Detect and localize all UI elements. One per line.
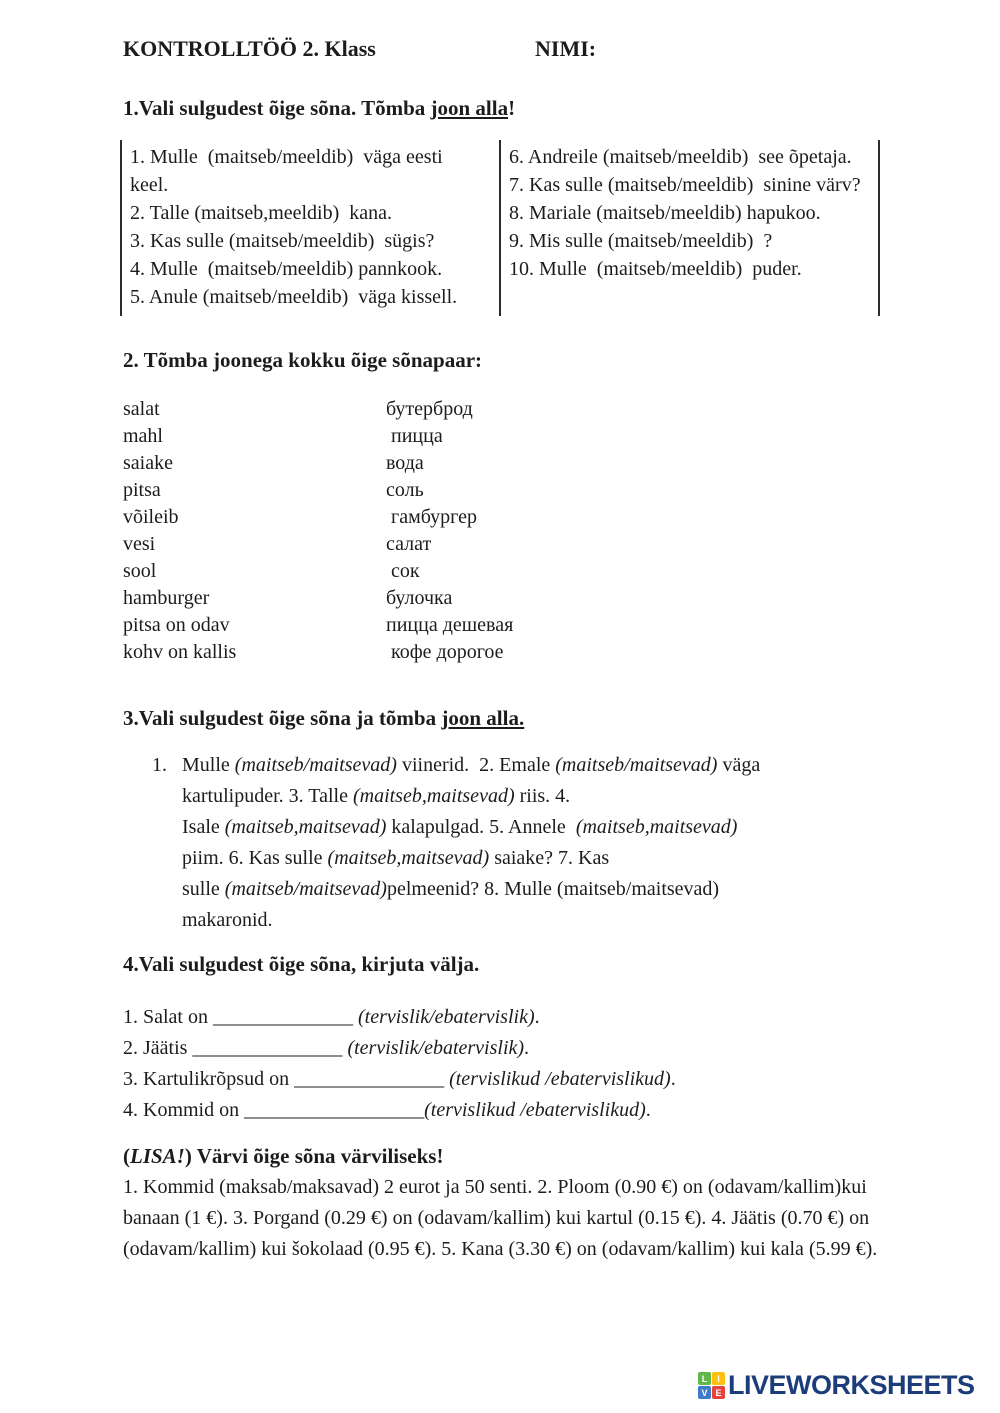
- match-pair-row: [123, 585, 940, 612]
- match-pair-left: võileib: [123, 506, 179, 528]
- exercise1-table: [120, 140, 880, 316]
- section4-heading: 4.Vali sulgudest õige sõna, kirjuta välja.: [123, 952, 480, 976]
- section3-text: [182, 750, 922, 936]
- match-pair-right: пицца дешевая: [386, 614, 514, 636]
- match-pair-right: вода: [386, 452, 424, 474]
- exercise1-left-cell: [121, 140, 500, 316]
- match-pair-left: hamburger: [123, 587, 210, 609]
- match-pair-right: булочка: [386, 587, 453, 609]
- fill-in-line: 3. Kartulikrõpsud on _______________ (tervislikud /ebatervislikud).: [123, 1068, 676, 1090]
- text-line: Mulle (maitseb/maitsevad) viinerid. 2. Emale (maitseb/maitsevad) väga: [182, 754, 761, 776]
- match-pair-left: saiake: [123, 452, 173, 474]
- match-pairs-list: [123, 396, 940, 666]
- match-pair-row: [123, 639, 940, 666]
- match-pair-row: [123, 477, 940, 504]
- exercise-item: 8. Mariale (maitseb/meeldib) hapukoo.: [509, 202, 821, 224]
- exercise1-right-cell: [500, 140, 879, 316]
- exercise-item: 7. Kas sulle (maitseb/meeldib) sinine värv?: [509, 174, 861, 196]
- match-pair-left: pitsa: [123, 479, 161, 501]
- match-pair-right: сок: [386, 560, 420, 582]
- exercise-item: 3. Kas sulle (maitseb/meeldib) sügis?: [130, 230, 435, 252]
- exercise-item: 5. Anule (maitseb/meeldib) väga kissell.: [130, 286, 458, 308]
- match-pair-right: бутерброд: [386, 398, 473, 420]
- list-marker: 1.: [152, 754, 167, 776]
- match-pair-left: pitsa on odav: [123, 614, 230, 636]
- match-pair-left: vesi: [123, 533, 156, 555]
- exercise-item: 10. Mulle (maitseb/meeldib) puder.: [509, 258, 802, 280]
- lisa-body-text: 1. Kommid (maksab/maksavad) 2 eurot ja 50 senti. 2. Ploom (0.90 €) on (odavam/kallim)kui banaan (1 €). 3. Porgand (0.29 €) on (odavam/kallim) kui kartul (0.15 €). 4. Jäätis (0.70 €) on (odavam/kallim) kui šokolaad (0.95 €). 5. Kana (3.30 €) on (odavam/kallim) kui kala (5.99 €).: [123, 1176, 878, 1260]
- text-line: makaronid.: [182, 909, 273, 931]
- match-pair-left: kohv on kallis: [123, 641, 237, 663]
- match-pair-row: [123, 423, 940, 450]
- logo-square: V: [698, 1386, 711, 1399]
- logo-squares-grid: [698, 1372, 725, 1399]
- fill-in-line: 4. Kommid on __________________(tervislikud /ebatervislikud).: [123, 1099, 651, 1121]
- header-row: [123, 36, 940, 66]
- text-line: sulle (maitseb/maitsevad)pelmeenid? 8. Mulle (maitseb/maitsevad): [182, 878, 720, 900]
- section2-heading: 2. Tõmba joonega kokku õige sõnapaar:: [123, 348, 483, 372]
- exercise-item: 2. Talle (maitseb,meeldib) kana.: [130, 202, 393, 224]
- page-title: KONTROLLTÖÖ 2. Klass: [123, 36, 376, 61]
- logo-square: I: [712, 1372, 725, 1385]
- fill-in-line: 1. Salat on ______________ (tervislik/ebatervislik).: [123, 1006, 540, 1028]
- match-pair-right: соль: [386, 479, 424, 501]
- logo-text: LIVEWORKSHEETS: [728, 1370, 975, 1400]
- match-pair-right: гамбургер: [386, 506, 477, 528]
- exercise-item: 9. Mis sulle (maitseb/meeldib) ?: [509, 230, 773, 252]
- match-pair-right: кофе дорогое: [386, 641, 504, 663]
- match-pair-right: пицца: [386, 425, 443, 447]
- exercise-item: 4. Mulle (maitseb/meeldib) pannkook.: [130, 258, 443, 280]
- lisa-heading: (LISA!) Värvi õige sõna värviliseks!: [123, 1144, 444, 1168]
- match-pair-right: салат: [386, 533, 432, 555]
- section1-heading: 1.Vali sulgudest õige sõna. Tõmba joon alla!: [123, 96, 516, 120]
- text-line: kartulipuder. 3. Talle (maitseb,maitsevad) riis. 4.: [182, 785, 571, 807]
- text-line: Isale (maitseb,maitsevad) kalapulgad. 5. Annele (maitseb,maitsevad): [182, 816, 738, 838]
- match-pair-row: [123, 504, 940, 531]
- liveworksheets-logo[interactable]: [698, 1370, 975, 1401]
- match-pair-row: [123, 396, 940, 423]
- match-pair-left: mahl: [123, 425, 163, 447]
- logo-square: E: [712, 1386, 725, 1399]
- section3-list: [123, 750, 940, 936]
- match-pair-left: salat: [123, 398, 160, 420]
- section3-heading: 3.Vali sulgudest õige sõna ja tõmba joon alla.: [123, 706, 525, 730]
- match-pair-row: [123, 558, 940, 585]
- text-line: piim. 6. Kas sulle (maitseb,maitsevad) saiake? 7. Kas: [182, 847, 610, 869]
- exercise-item: 1. Mulle (maitseb/meeldib) väga eesti keel.: [130, 146, 448, 196]
- match-pair-row: [123, 612, 940, 639]
- logo-square: L: [698, 1372, 711, 1385]
- exercise-item: 6. Andreile (maitseb/meeldib) see õpetaja.: [509, 146, 852, 168]
- match-pair-left: sool: [123, 560, 157, 582]
- section4-fill-in-lines: [123, 1002, 940, 1126]
- name-label: NIMI:: [535, 36, 597, 61]
- fill-in-line: 2. Jäätis _______________ (tervislik/ebatervislik).: [123, 1037, 530, 1059]
- match-pair-row: [123, 450, 940, 477]
- match-pair-row: [123, 531, 940, 558]
